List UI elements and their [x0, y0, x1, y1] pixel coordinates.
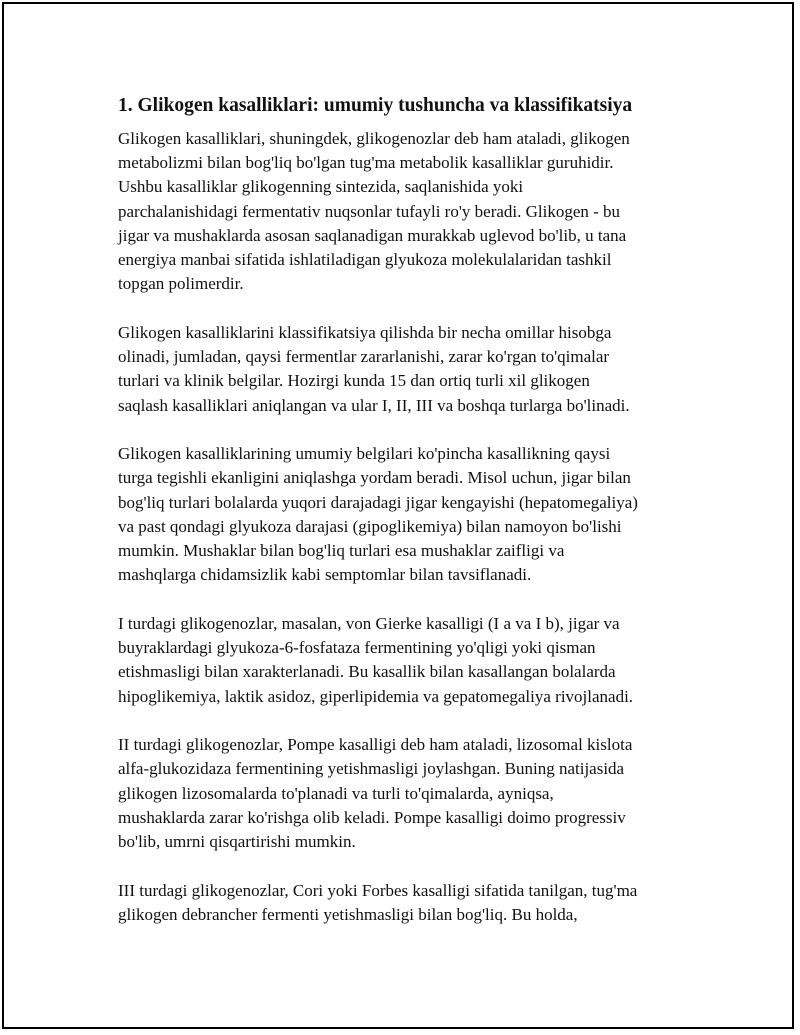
text-line: Glikogen kasalliklari, shuningdek, glikogenozlar deb ham ataladi, glikogen [118, 129, 630, 148]
paragraph-list [118, 127, 698, 927]
text-line: Glikogen kasalliklarini klassifikatsiya qilishda bir necha omillar hisobga [118, 322, 612, 342]
text-line: mashqlarga chidamsizlik kabi semptomlar bilan tavsiflanadi. [118, 565, 532, 585]
text-line: alfa-glukozidaza fermentining yetishmasligi joylashgan. Buning natijasida [118, 759, 625, 779]
text-line: turlari va klinik belgilar. Hozirgi kunda 15 dan ortiq turli xil glikogen [118, 371, 590, 391]
paragraph [118, 127, 698, 296]
paragraph [118, 442, 698, 587]
text-line: parchalanishidagi fermentativ nuqsonlar tufayli ro'y beradi. Glikogen - bu [118, 201, 621, 221]
text-line: glikogen debrancher fermenti yetishmasligi bilan bog'liq. Bu holda, [118, 904, 578, 924]
paragraph [118, 612, 698, 709]
text-line: energiya manbai sifatida ishlatiladigan glyukoza molekulalaridan tashkil [118, 250, 612, 270]
text-line: topgan polimerdir. [118, 274, 244, 294]
text-line: Glikogen kasalliklarining umumiy belgilari ko'pincha kasallikning qaysi [118, 444, 611, 464]
section-heading: 1. Glikogen kasalliklari: umumiy tushuncha va klassifikatsiya [118, 95, 633, 116]
text-line: turga tegishli ekanligini aniqlashga yordam beradi. Misol uchun, jigar bilan [118, 468, 631, 488]
text-line: jigar va mushaklarda asosan saqlanadigan murakkab uglevod bo'lib, u tana [118, 225, 627, 245]
text-line: mumkin. Mushaklar bilan bog'liq turlari esa mushaklar zaifligi va [118, 541, 565, 561]
text-line: saqlash kasalliklari aniqlangan va ular I, II, III va boshqa turlarga bo'linadi. [118, 395, 630, 415]
text-line: III turdagi glikogenozlar, Cori yoki Forbes kasalligi sifatida tanilgan, tug'ma [118, 880, 638, 900]
document-body [118, 93, 698, 952]
text-line: bo'lib, umrni qisqartirishi mumkin. [118, 832, 356, 852]
paragraph [118, 879, 698, 927]
text-line: va past qondagi glyukoza darajasi (gipoglikemiya) bilan namoyon bo'lishi [118, 516, 622, 536]
text-line: mushaklarda zarar ko'rishga olib keladi. Pompe kasalligi doimo progressiv [118, 807, 626, 827]
paragraph [118, 733, 698, 854]
text-line: hipoglikemiya, laktik asidoz, giperlipidemia va gepatomegaliya rivojlanadi. [118, 686, 634, 706]
text-line: II turdagi glikogenozlar, Pompe kasalligi deb ham ataladi, lizosomal kislota [118, 735, 633, 755]
text-line: glikogen lizosomalarda to'planadi va turli to'qimalarda, ayniqsa, [118, 783, 554, 803]
paragraph [118, 321, 698, 418]
text-line: I turdagi glikogenozlar, masalan, von Gierke kasalligi (I a va I b), jigar va [118, 613, 620, 633]
text-line: buyraklardagi glyukoza-6-fosfataza fermentining yo'qligi yoki qisman [118, 638, 596, 658]
text-line: olinadi, jumladan, qaysi fermentlar zararlanishi, zarar ko'rgan to'qimalar [118, 347, 610, 367]
text-line: etishmasligi bilan xarakterlanadi. Bu kasallik bilan kasallangan bolalarda [118, 662, 616, 682]
text-line: metabolizmi bilan bog'liq bo'lgan tug'ma metabolik kasalliklar guruhidir. [118, 153, 614, 173]
text-line: bog'liq turlari bolalarda yuqori darajadagi jigar kengayishi (hepatomegaliya) [118, 492, 638, 512]
text-line: Ushbu kasalliklar glikogenning sintezida, saqlanishida yoki [118, 177, 524, 197]
